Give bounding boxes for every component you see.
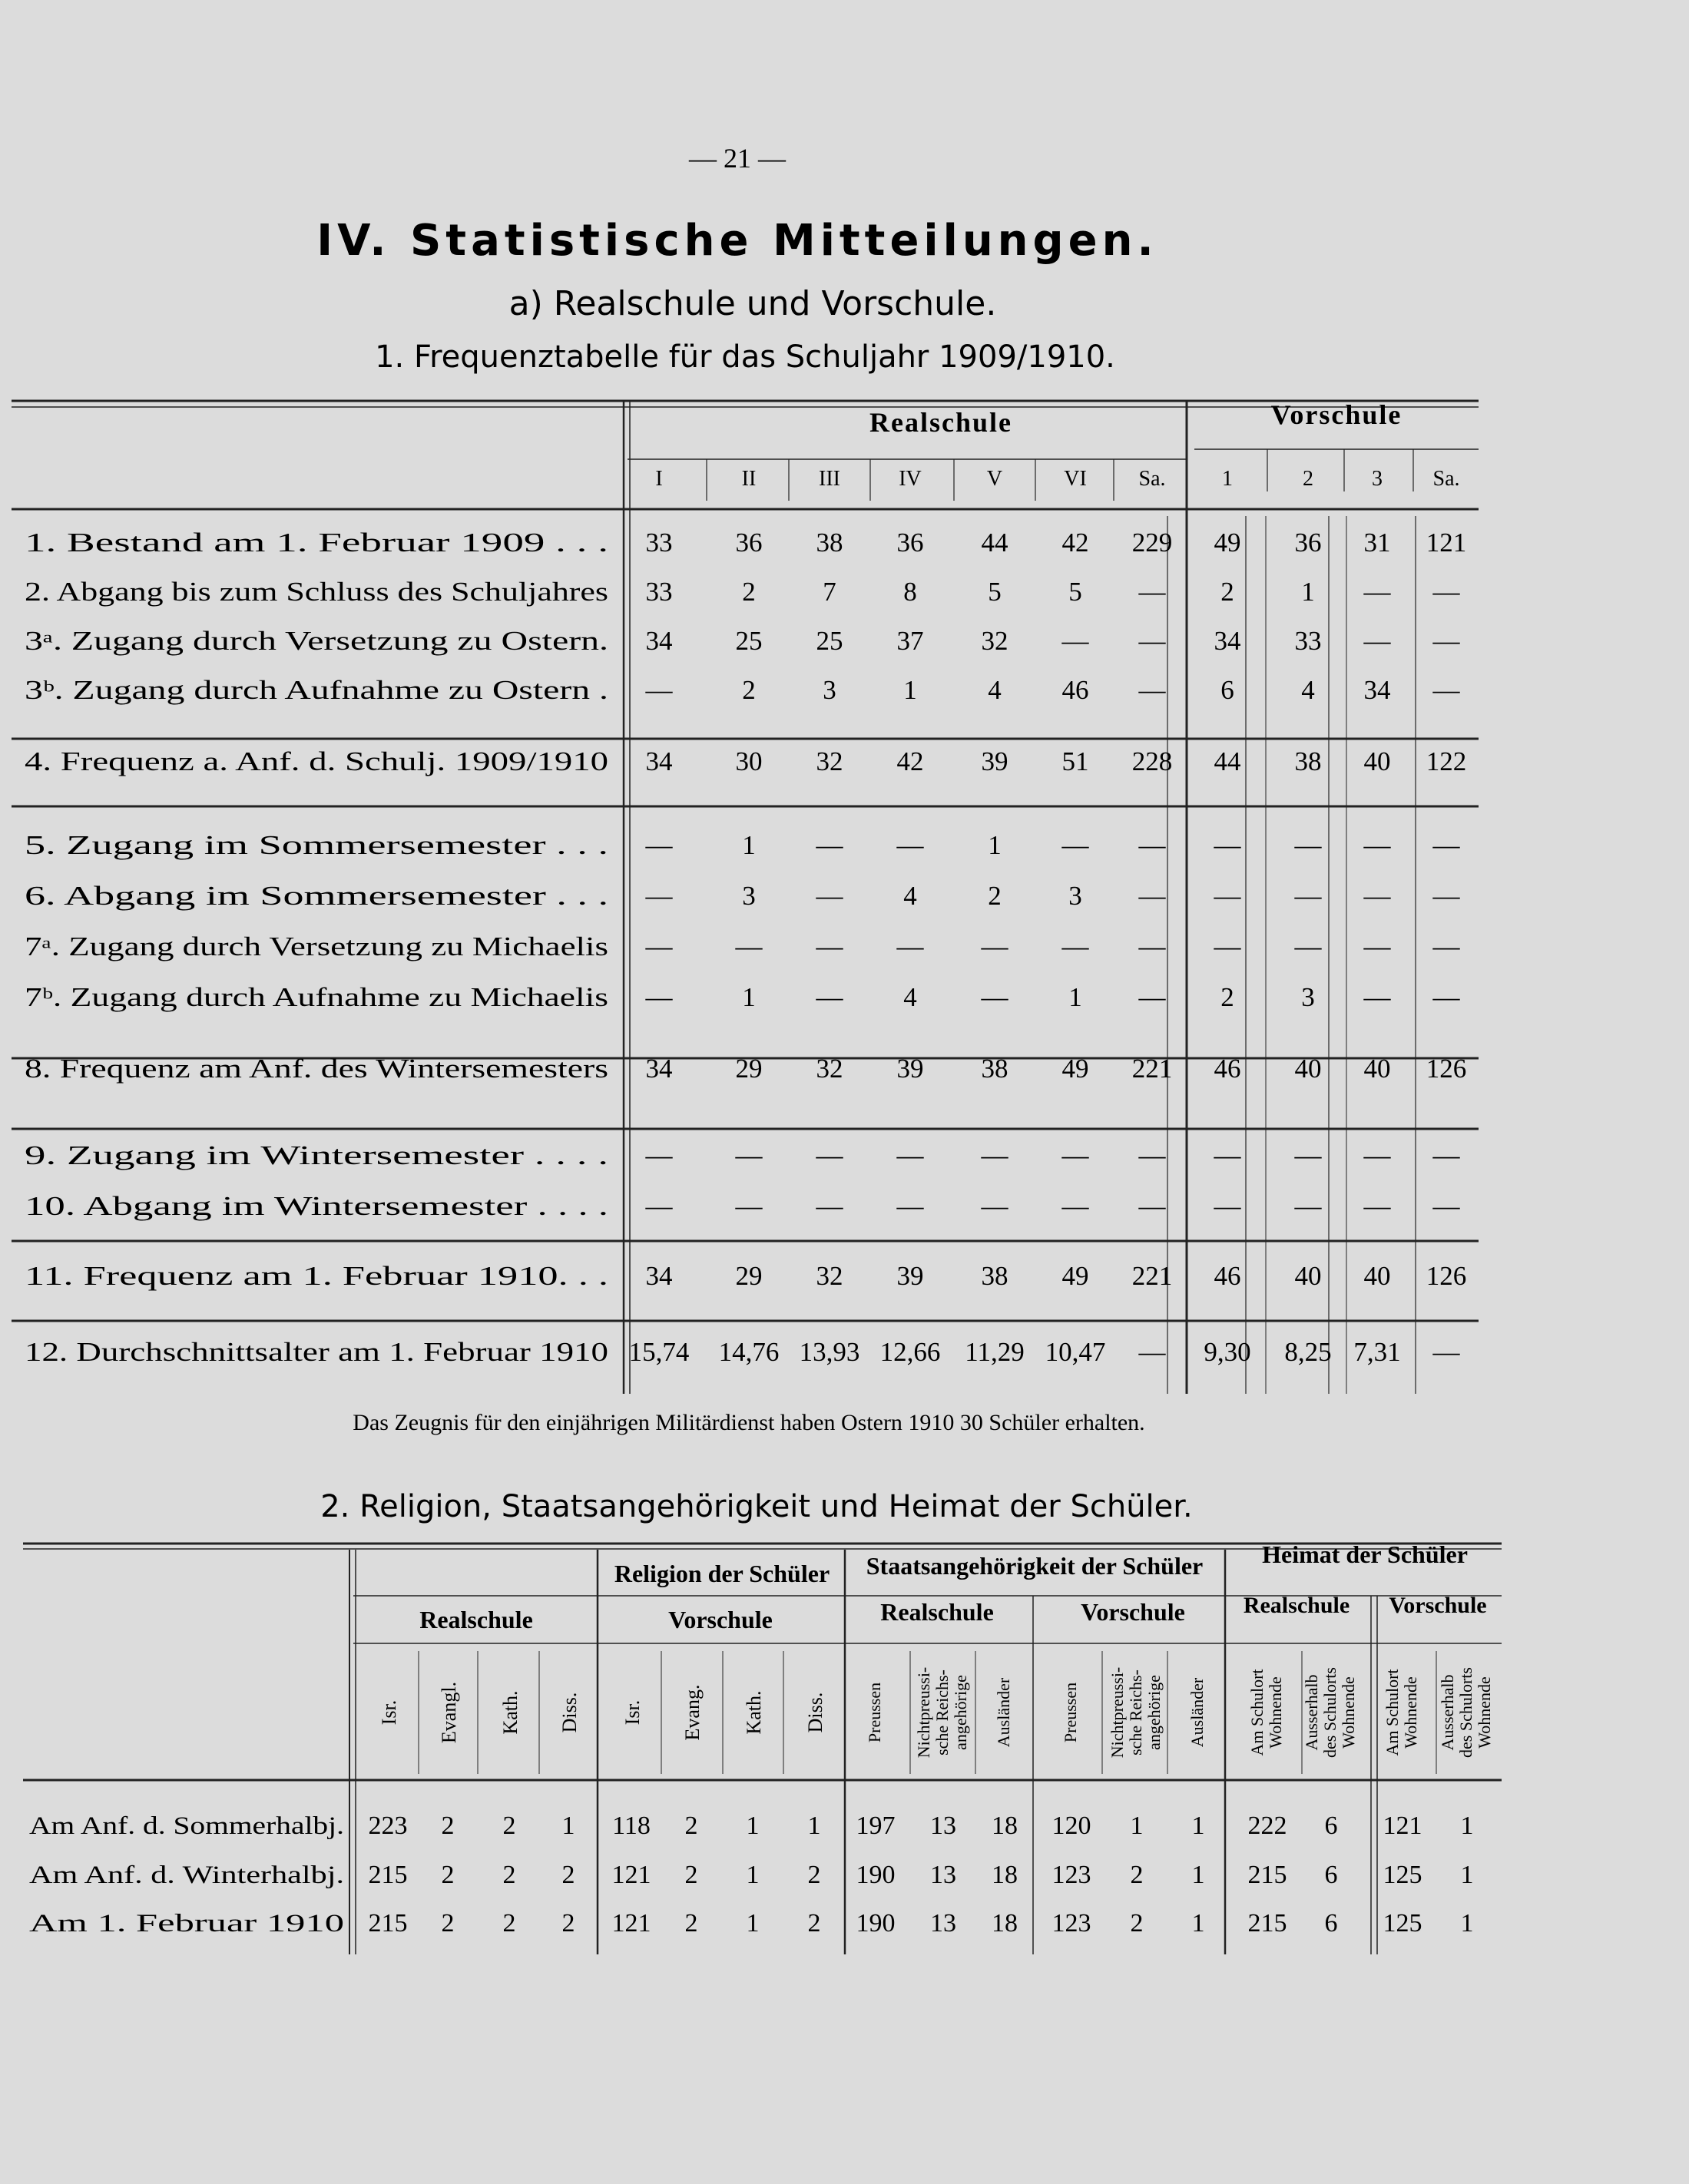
table-cell: 32 <box>816 1054 843 1084</box>
table-cell: 2 <box>742 577 756 607</box>
vertical-column-header: Nichtpreussi- <box>1108 1666 1127 1759</box>
table-cell: 32 <box>816 1261 843 1291</box>
table-cell: 2 <box>1130 1909 1144 1937</box>
heimat-header: Heimat der Schüler <box>1262 1540 1468 1568</box>
religion-realschule-header: Realschule <box>419 1606 533 1633</box>
table-cell: 33 <box>1294 626 1322 656</box>
table-cell: 36 <box>1294 528 1322 558</box>
table-cell: 15,74 <box>628 1337 690 1367</box>
table-cell: — <box>1294 932 1322 961</box>
table-cell: — <box>1138 932 1166 961</box>
table-cell: 44 <box>1214 746 1241 776</box>
table-cell: — <box>1214 932 1241 961</box>
table-cell: — <box>1138 830 1166 860</box>
vertical-column-header: Evangl. <box>438 1681 460 1744</box>
table-cell: — <box>1363 830 1391 860</box>
vorschule-header: Vorschule <box>1270 399 1403 430</box>
table-cell: 126 <box>1426 1054 1467 1084</box>
table-cell: — <box>1138 1140 1166 1170</box>
row-label: 6. Abgang im Sommersemester . . . <box>25 881 608 911</box>
staat-header: Staatsangehörigkeit der Schüler <box>866 1552 1204 1580</box>
vertical-column-header: sche Reichs- <box>932 1669 952 1755</box>
table-cell: — <box>1363 932 1391 961</box>
table-cell: 25 <box>735 626 763 656</box>
table-cell: — <box>1432 1191 1460 1221</box>
table-cell: 49 <box>1061 1261 1089 1291</box>
table-cell: — <box>1432 932 1460 961</box>
table-cell: — <box>1214 1140 1241 1170</box>
vertical-column-header: Wohnende <box>1266 1676 1285 1749</box>
table-cell: — <box>896 1191 924 1221</box>
vertical-column-header: Diss. <box>804 1692 826 1733</box>
table-cell: — <box>1294 1191 1322 1221</box>
table-cell: 33 <box>645 577 673 607</box>
table-cell: 215 <box>1247 1861 1287 1889</box>
table-cell: 38 <box>816 528 843 558</box>
table-cell: — <box>1138 881 1166 911</box>
table-cell: 2 <box>561 1861 575 1889</box>
row-label: 7ᵇ. Zugang durch Aufnahme zu Michaelis <box>25 982 608 1012</box>
table-cell: 3 <box>1301 982 1315 1012</box>
table-cell: 3 <box>742 881 756 911</box>
table-cell: 2 <box>502 1812 516 1840</box>
table-cell: 197 <box>856 1812 896 1840</box>
row-label: 11. Frequenz am 1. Februar 1910. . . <box>25 1261 608 1291</box>
table-cell: — <box>1432 982 1460 1012</box>
militaer-note: Das Zeugnis für den einjährigen Militärdienst haben Ostern 1910 30 Schüler erhalten. <box>353 1410 1145 1435</box>
table-cell: 39 <box>896 1261 924 1291</box>
table-cell: 223 <box>368 1812 408 1840</box>
row-label: 7ᵃ. Zugang durch Versetzung zu Michaelis <box>25 932 608 961</box>
table-cell: 34 <box>645 626 673 656</box>
table-cell: 6 <box>1324 1812 1338 1840</box>
table-cell: 3 <box>823 675 836 705</box>
table-cell: 123 <box>1051 1861 1091 1889</box>
table-cell: 13 <box>930 1812 956 1840</box>
table-cell: — <box>1363 577 1391 607</box>
table-cell: 14,76 <box>718 1337 780 1367</box>
table-cell: — <box>1061 1191 1089 1221</box>
column-header: V <box>986 467 1003 491</box>
table-cell: 46 <box>1214 1054 1241 1084</box>
table-cell: 2 <box>1220 577 1234 607</box>
vertical-column-header: des Schulorts <box>1320 1667 1340 1758</box>
table-cell: — <box>981 1191 1008 1221</box>
table-cell: 125 <box>1383 1909 1422 1937</box>
table-cell: 42 <box>1061 528 1089 558</box>
table-cell: 11,29 <box>965 1337 1025 1367</box>
table-cell: — <box>1138 577 1166 607</box>
table-cell: 13 <box>930 1909 956 1937</box>
table-cell: 1 <box>1460 1861 1474 1889</box>
row-label: 9. Zugang im Wintersemester . . . . <box>25 1140 608 1170</box>
table-cell: 215 <box>1247 1909 1287 1937</box>
table-cell: — <box>1363 982 1391 1012</box>
table-cell: — <box>645 830 673 860</box>
table-cell: 190 <box>856 1909 896 1937</box>
table-cell: — <box>645 1191 673 1221</box>
table-cell: — <box>645 675 673 705</box>
table-cell: — <box>1363 626 1391 656</box>
column-header: Sa. <box>1138 467 1166 491</box>
table-cell: 51 <box>1061 746 1089 776</box>
table-cell: 29 <box>735 1261 763 1291</box>
table-cell: 3 <box>1068 881 1082 911</box>
table-cell: 6 <box>1220 675 1234 705</box>
table-cell: 229 <box>1131 528 1173 558</box>
table-cell: 120 <box>1051 1812 1091 1840</box>
table-cell: 40 <box>1363 1054 1391 1084</box>
vertical-column-header: Wohnende <box>1339 1676 1358 1749</box>
table-cell: 2 <box>441 1812 455 1840</box>
column-header: Sa. <box>1432 467 1460 491</box>
table-cell: 2 <box>502 1861 516 1889</box>
table-cell: 44 <box>981 528 1008 558</box>
religion-table <box>23 1540 1502 1954</box>
column-header: III <box>819 467 840 491</box>
row-label: Am 1. Februar 1910 <box>29 1910 344 1937</box>
table-cell: — <box>1061 626 1089 656</box>
religion-header: Religion der Schüler <box>614 1560 830 1587</box>
table-cell: 1 <box>1068 982 1082 1012</box>
table-cell: — <box>981 1140 1008 1170</box>
row-label: 4. Frequenz a. Anf. d. Schulj. 1909/1910 <box>25 746 608 776</box>
table-cell: 49 <box>1214 528 1241 558</box>
table-cell: 13 <box>930 1861 956 1889</box>
table-cell: 10,47 <box>1045 1337 1106 1367</box>
table-cell: 34 <box>645 746 673 776</box>
column-header: IV <box>899 467 922 491</box>
column-header: VI <box>1064 467 1087 491</box>
heimat-vorschule-header: Vorschule <box>1389 1593 1487 1618</box>
row-label: 12. Durchschnittsalter am 1. Februar 1910 <box>25 1337 608 1367</box>
table-cell: 39 <box>896 1054 924 1084</box>
table-cell: 7 <box>823 577 836 607</box>
table-cell: 29 <box>735 1054 763 1084</box>
table-cell: — <box>1061 830 1089 860</box>
row-label: Am Anf. d. Sommerhalbj. <box>29 1812 344 1840</box>
row-label: 8. Frequenz am Anf. des Wintersemesters <box>25 1054 608 1084</box>
table-cell: 215 <box>368 1861 408 1889</box>
table-cell: — <box>816 982 843 1012</box>
table-cell: 39 <box>981 746 1008 776</box>
frequency-table <box>12 399 1479 1394</box>
vertical-column-header: Isr. <box>378 1699 400 1726</box>
table-cell: — <box>645 881 673 911</box>
table-cell: 13,93 <box>799 1337 860 1367</box>
table-cell: 6 <box>1324 1909 1338 1937</box>
table-cell: 34 <box>1214 626 1241 656</box>
vertical-column-header: Ausländer <box>994 1677 1013 1748</box>
table-cell: 1 <box>1191 1909 1205 1937</box>
table-cell: 2 <box>807 1909 821 1937</box>
table-cell: — <box>1061 932 1089 961</box>
table-cell: 25 <box>816 626 843 656</box>
table-cell: — <box>896 1140 924 1170</box>
table-cell: 18 <box>992 1812 1018 1840</box>
table-cell: 6 <box>1324 1861 1338 1889</box>
table-cell: 1 <box>988 830 1002 860</box>
vertical-column-header: Kath. <box>743 1690 765 1735</box>
table-cell: 33 <box>645 528 673 558</box>
table-cell: 40 <box>1363 746 1391 776</box>
table-cell: — <box>1138 1191 1166 1221</box>
table-cell: — <box>816 881 843 911</box>
table-cell: 221 <box>1131 1261 1173 1291</box>
table-cell: 9,30 <box>1204 1337 1251 1367</box>
table-cell: 2 <box>742 675 756 705</box>
table-cell: — <box>645 982 673 1012</box>
row-label: 1. Bestand am 1. Februar 1909 . . . <box>25 528 608 558</box>
table-cell: 1 <box>742 982 756 1012</box>
table-cell: 1 <box>903 675 917 705</box>
table-cell: — <box>1294 881 1322 911</box>
table-cell: 18 <box>992 1861 1018 1889</box>
vertical-column-header: sche Reichs- <box>1126 1669 1145 1755</box>
table-cell: — <box>1214 1191 1241 1221</box>
table-cell: — <box>1432 626 1460 656</box>
column-header: 1 <box>1222 467 1233 491</box>
row-label: 3ᵇ. Zugang durch Aufnahme zu Ostern . <box>25 675 608 705</box>
table-cell: 1 <box>1191 1812 1205 1840</box>
table-cell: 36 <box>896 528 924 558</box>
table-cell: — <box>1294 830 1322 860</box>
table-cell: 1 <box>1130 1812 1144 1840</box>
vertical-column-header: Am Schulort <box>1383 1669 1402 1756</box>
row-label: 3ᵃ. Zugang durch Versetzung zu Ostern. <box>25 626 608 656</box>
row-label: 10. Abgang im Wintersemester . . . . <box>25 1191 608 1221</box>
table-cell: 121 <box>611 1909 651 1937</box>
table-cell: — <box>896 830 924 860</box>
vertical-column-header: Wohnende <box>1475 1676 1494 1749</box>
staat-realschule-header: Realschule <box>880 1598 994 1626</box>
table-cell: 8,25 <box>1284 1337 1332 1367</box>
table-cell: 36 <box>735 528 763 558</box>
table-cell: — <box>1432 830 1460 860</box>
table-cell: — <box>1294 1140 1322 1170</box>
column-header: 2 <box>1303 467 1313 491</box>
table-cell: 2 <box>561 1909 575 1937</box>
vertical-column-header: Kath. <box>499 1690 522 1735</box>
vertical-column-header: Preussen <box>1061 1682 1080 1743</box>
table-cell: 1 <box>746 1861 760 1889</box>
table-cell: 2 <box>684 1861 698 1889</box>
table-cell: — <box>816 1191 843 1221</box>
vertical-column-header: Am Schulort <box>1247 1669 1267 1756</box>
table-cell: 221 <box>1131 1054 1173 1084</box>
heimat-realschule-header: Realschule <box>1243 1593 1350 1618</box>
vertical-column-header: Ausserhalb <box>1302 1674 1321 1751</box>
table-cell: 34 <box>645 1054 673 1084</box>
table-cell: — <box>1432 881 1460 911</box>
table-cell: 1 <box>746 1909 760 1937</box>
table-cell: — <box>1138 1337 1166 1367</box>
table-cell: 49 <box>1061 1054 1089 1084</box>
table-cell: 40 <box>1294 1261 1322 1291</box>
table-cell: 121 <box>611 1861 651 1889</box>
table-cell: 118 <box>612 1812 651 1840</box>
table-cell: 1 <box>807 1812 821 1840</box>
table-cell: 125 <box>1383 1861 1422 1889</box>
table-cell: 2 <box>684 1909 698 1937</box>
table-cell: — <box>981 932 1008 961</box>
column-header: II <box>741 467 757 491</box>
table-cell: — <box>735 1191 763 1221</box>
table-cell: 1 <box>1191 1861 1205 1889</box>
table-cell: 4 <box>1301 675 1315 705</box>
table-cell: 2 <box>441 1909 455 1937</box>
vertical-column-header: Ausländer <box>1187 1677 1207 1748</box>
table-cell: 1 <box>1460 1812 1474 1840</box>
section1-title: 1. Frequenztabelle für das Schuljahr 1909/1910. <box>375 339 1115 375</box>
table-cell: — <box>1138 626 1166 656</box>
table-cell: 1 <box>1460 1909 1474 1937</box>
table-cell: 2 <box>807 1861 821 1889</box>
table-cell: 38 <box>981 1261 1008 1291</box>
page-number: — 21 — <box>689 143 786 174</box>
table-cell: 2 <box>988 881 1002 911</box>
vertical-column-header: Nichtpreussi- <box>914 1666 933 1759</box>
table-cell: — <box>1363 881 1391 911</box>
table-cell: — <box>1432 577 1460 607</box>
realschule-header: Realschule <box>869 407 1012 438</box>
row-label: 5. Zugang im Sommersemester . . . <box>25 830 608 860</box>
table-cell: 190 <box>856 1861 896 1889</box>
table-cell: 31 <box>1363 528 1391 558</box>
table-cell: — <box>1432 675 1460 705</box>
table-cell: 30 <box>735 746 763 776</box>
vertical-column-header: angehörige <box>1144 1675 1164 1750</box>
table-cell: 2 <box>1220 982 1234 1012</box>
table-cell: 42 <box>896 746 924 776</box>
vertical-column-header: Wohnende <box>1401 1676 1420 1749</box>
table-cell: 123 <box>1051 1909 1091 1937</box>
table-cell: 1 <box>746 1812 760 1840</box>
table-cell: — <box>1432 1140 1460 1170</box>
table-cell: — <box>1214 881 1241 911</box>
table-cell: — <box>735 932 763 961</box>
subtitle: a) Realschule und Vorschule. <box>508 284 997 323</box>
table-cell: — <box>1061 1140 1089 1170</box>
vertical-column-header: Isr. <box>621 1699 644 1726</box>
table-cell: 18 <box>992 1909 1018 1937</box>
row-label: 2. Abgang bis zum Schluss des Schuljahres <box>25 577 608 607</box>
table-cell: — <box>645 1140 673 1170</box>
table-cell: 32 <box>981 626 1008 656</box>
table-cell: 121 <box>1426 528 1467 558</box>
table-cell: — <box>1432 1337 1460 1367</box>
table-cell: — <box>816 830 843 860</box>
column-header: 3 <box>1372 467 1383 491</box>
vertical-column-header: Diss. <box>558 1692 581 1733</box>
table-cell: 2 <box>684 1812 698 1840</box>
table-cell: 1 <box>561 1812 575 1840</box>
table-cell: 34 <box>645 1261 673 1291</box>
vertical-column-header: Preussen <box>865 1682 884 1743</box>
staat-vorschule-header: Vorschule <box>1081 1598 1185 1626</box>
table-cell: 40 <box>1363 1261 1391 1291</box>
table-cell: — <box>1363 1191 1391 1221</box>
table-cell: 7,31 <box>1353 1337 1401 1367</box>
table-cell: — <box>816 1140 843 1170</box>
table-cell: 222 <box>1247 1812 1287 1840</box>
table-cell: 32 <box>816 746 843 776</box>
religion-vorschule-header: Vorschule <box>668 1606 773 1633</box>
table-cell: — <box>1138 675 1166 705</box>
vertical-column-header: angehörige <box>951 1675 970 1750</box>
table-cell: 1 <box>742 830 756 860</box>
table-cell: 215 <box>368 1909 408 1937</box>
table-cell: 121 <box>1383 1812 1422 1840</box>
table-cell: — <box>981 982 1008 1012</box>
table-cell: 1 <box>1301 577 1315 607</box>
table-cell: 4 <box>988 675 1002 705</box>
table-cell: 46 <box>1214 1261 1241 1291</box>
table-cell: 4 <box>903 982 917 1012</box>
vertical-column-header: Evang. <box>681 1684 704 1741</box>
table-cell: 2 <box>441 1861 455 1889</box>
table-cell: 8 <box>903 577 917 607</box>
table-cell: 38 <box>1294 746 1322 776</box>
table-cell: 5 <box>1068 577 1082 607</box>
table-cell: 5 <box>988 577 1002 607</box>
table-cell: — <box>1214 830 1241 860</box>
table-cell: 34 <box>1363 675 1391 705</box>
row-label: Am Anf. d. Winterhalbj. <box>29 1861 344 1889</box>
page-title: IV. Statistische Mitteilungen. <box>316 216 1158 266</box>
table-cell: 40 <box>1294 1054 1322 1084</box>
table-cell: 37 <box>896 626 924 656</box>
table-cell: 46 <box>1061 675 1089 705</box>
table-cell: — <box>735 1140 763 1170</box>
vertical-column-header: Ausserhalb <box>1438 1674 1457 1751</box>
section2-title: 2. Religion, Staatsangehörigkeit und Heimat der Schüler. <box>320 1489 1193 1524</box>
column-header: I <box>655 467 663 491</box>
table-cell: — <box>645 932 673 961</box>
table-cell: 12,66 <box>879 1337 941 1367</box>
table-cell: 228 <box>1131 746 1173 776</box>
table-cell: — <box>1363 1140 1391 1170</box>
table-cell: 4 <box>903 881 917 911</box>
table-cell: 126 <box>1426 1261 1467 1291</box>
table-cell: 38 <box>981 1054 1008 1084</box>
table-cell: 122 <box>1426 746 1467 776</box>
vertical-column-header: des Schulorts <box>1456 1667 1475 1758</box>
table-cell: — <box>896 932 924 961</box>
table-cell: 2 <box>1130 1861 1144 1889</box>
table-cell: — <box>816 932 843 961</box>
table-cell: — <box>1138 982 1166 1012</box>
table-cell: 2 <box>502 1909 516 1937</box>
